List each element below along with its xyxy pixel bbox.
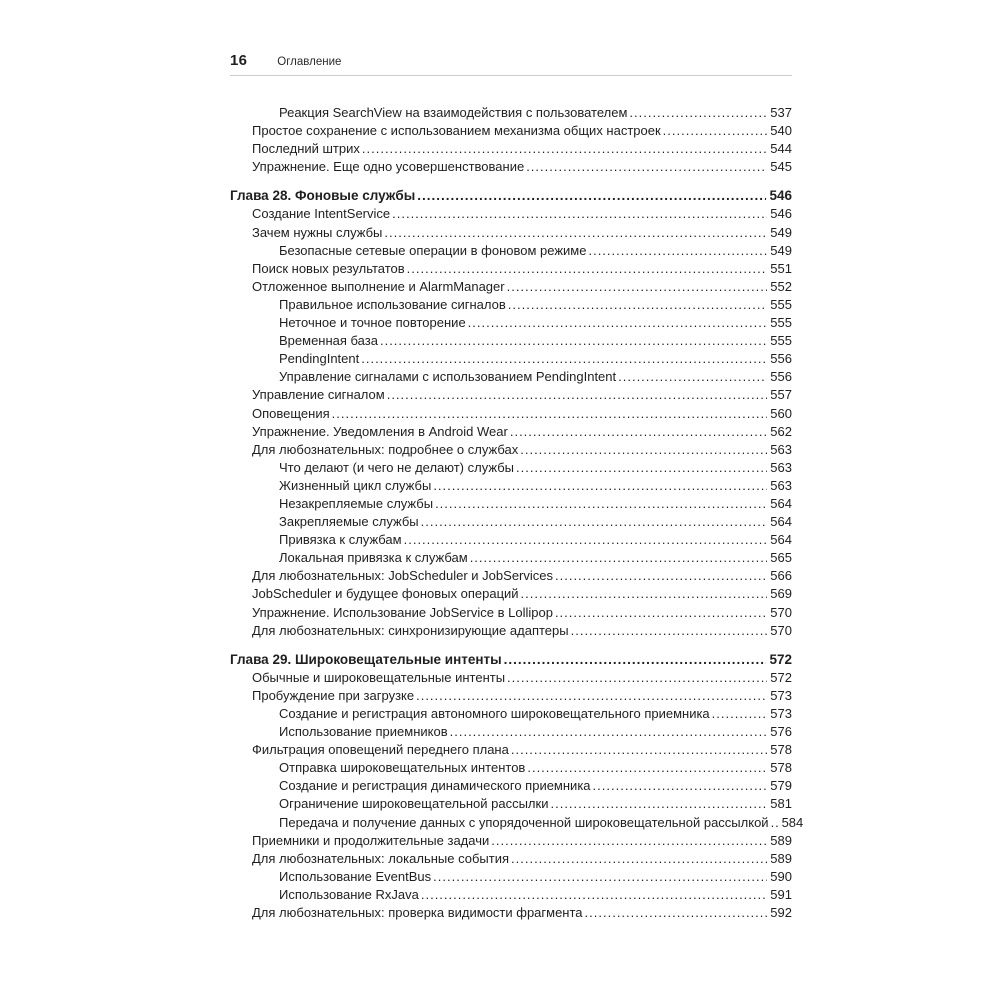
toc-entry-page: 578 bbox=[770, 742, 792, 758]
toc-entry-page: 591 bbox=[770, 886, 792, 902]
toc-entry bbox=[230, 777, 792, 795]
toc-entry-page: 563 bbox=[770, 477, 792, 493]
toc-entry bbox=[230, 296, 792, 314]
toc-entry bbox=[230, 459, 792, 477]
toc-entry-label: PendingIntent bbox=[279, 351, 360, 367]
toc-entry-label: Правильное использование сигналов bbox=[279, 296, 506, 312]
toc-entry bbox=[230, 205, 792, 223]
dot-leader bbox=[526, 158, 767, 176]
dot-leader bbox=[550, 795, 767, 813]
toc-entry-label: Использование приемников bbox=[279, 724, 448, 740]
toc-entry-page: 584 bbox=[781, 814, 804, 830]
toc-entry-label: Глава 28. Фоновые службы bbox=[230, 188, 416, 204]
toc-entry bbox=[230, 260, 792, 278]
toc-entry-label: Создание и регистрация динамического приемника bbox=[279, 778, 591, 794]
toc-entry bbox=[230, 332, 792, 350]
toc-entry-label: Для любознательных: подробнее о службах bbox=[252, 441, 519, 457]
toc-entry-page: 573 bbox=[770, 706, 792, 721]
toc-entry-label: Фильтрация оповещений переднего плана bbox=[252, 742, 509, 758]
dot-leader bbox=[507, 278, 768, 296]
toc-entry-page: 560 bbox=[770, 405, 792, 421]
toc-entry-label: Что делают (и чего не делают) службы bbox=[279, 459, 514, 475]
dot-leader bbox=[417, 187, 766, 205]
toc-entry-page: 572 bbox=[770, 669, 792, 685]
dot-leader bbox=[387, 386, 768, 404]
toc-entry bbox=[230, 104, 792, 122]
toc-entry-page: 552 bbox=[770, 278, 792, 294]
dot-leader bbox=[771, 814, 779, 832]
toc-entry-label: Обычные и широковещательные интенты bbox=[252, 669, 506, 685]
dot-leader bbox=[618, 368, 767, 386]
toc-entry-page: 565 bbox=[770, 550, 792, 566]
toc-entry-label: Отложенное выполнение и AlarmManager bbox=[252, 278, 505, 294]
toc-entry-page: 555 bbox=[770, 296, 792, 312]
toc-entry-page: 578 bbox=[770, 760, 792, 776]
toc-entry-page: 556 bbox=[770, 369, 792, 385]
dot-leader bbox=[507, 669, 767, 687]
toc-entry bbox=[230, 278, 792, 296]
dot-leader bbox=[593, 777, 768, 795]
toc-entry bbox=[230, 723, 792, 741]
dot-leader bbox=[555, 604, 767, 622]
toc-entry-page: 564 bbox=[770, 532, 792, 548]
toc-entry-label: Упражнение. Еще одно усовершенствование bbox=[252, 159, 525, 175]
toc-entry bbox=[230, 904, 792, 922]
toc-entry-label: Для любознательных: JobScheduler и JobServices bbox=[252, 568, 553, 584]
toc-entry bbox=[230, 850, 792, 868]
dot-leader bbox=[491, 832, 767, 850]
dot-leader bbox=[510, 423, 767, 441]
toc-entry-label: Пробуждение при загрузке bbox=[252, 687, 415, 703]
toc-chapter-entry bbox=[230, 651, 792, 669]
toc-entry-page: 545 bbox=[770, 159, 792, 175]
toc-entry bbox=[230, 386, 792, 404]
toc-entry-page: 563 bbox=[770, 441, 792, 457]
dot-leader bbox=[571, 622, 768, 640]
dot-leader bbox=[433, 477, 767, 495]
toc-entry bbox=[230, 759, 792, 777]
dot-leader bbox=[511, 741, 767, 759]
dot-leader bbox=[380, 332, 767, 350]
toc-entry-page: 563 bbox=[770, 459, 792, 475]
toc-entry-label: Создание IntentService bbox=[252, 206, 391, 222]
dot-leader bbox=[516, 459, 767, 477]
dot-leader bbox=[555, 567, 767, 585]
toc-entry-label: Ограничение широковещательной рассылки bbox=[279, 796, 549, 812]
dot-leader bbox=[384, 224, 767, 242]
toc-entry-page: 570 bbox=[770, 622, 792, 638]
toc-entry-label: Отправка широковещательных интентов bbox=[279, 760, 526, 776]
toc-entry-label: Использование RxJava bbox=[279, 886, 419, 902]
toc-entry-page: 540 bbox=[770, 123, 792, 139]
dot-leader bbox=[588, 242, 767, 260]
toc-entry-page: 546 bbox=[770, 206, 792, 222]
toc-entry-page: 589 bbox=[770, 850, 792, 866]
dot-leader bbox=[468, 314, 768, 332]
dot-leader bbox=[433, 868, 767, 886]
toc-chapter-entry bbox=[230, 187, 792, 205]
dot-leader bbox=[520, 441, 767, 459]
toc-entry bbox=[230, 513, 792, 531]
toc-entry-label: Упражнение. Уведомления в Android Wear bbox=[252, 423, 508, 439]
toc-entry-label: Для любознательных: синхронизирующие адаптеры bbox=[252, 622, 569, 638]
toc-entry bbox=[230, 622, 792, 640]
toc-entry bbox=[230, 741, 792, 759]
toc-entry-label: Реакция SearchView на взаимодействия с пользователем bbox=[279, 105, 628, 120]
toc-entry-label: Упражнение. Использование JobService в Lollipop bbox=[252, 604, 553, 620]
toc-entry-label: Последний штрих bbox=[252, 141, 360, 157]
page-content bbox=[230, 52, 804, 922]
toc-list bbox=[230, 104, 804, 922]
toc-entry-label: Использование EventBus bbox=[279, 868, 432, 884]
dot-leader bbox=[421, 886, 767, 904]
toc-entry-label: Простое сохранение с использованием механизма общих настроек bbox=[252, 123, 661, 139]
dot-leader bbox=[629, 104, 767, 122]
dot-leader bbox=[585, 904, 768, 922]
toc-entry-page: 551 bbox=[770, 260, 792, 276]
toc-entry-page: 555 bbox=[770, 315, 792, 331]
toc-entry-page: 564 bbox=[770, 495, 792, 511]
toc-entry-label: Временная база bbox=[279, 333, 378, 349]
dot-leader bbox=[362, 140, 767, 158]
toc-entry bbox=[230, 585, 792, 603]
dot-leader bbox=[504, 651, 767, 669]
toc-entry-label: Зачем нужны службы bbox=[252, 224, 383, 240]
toc-entry-page: 562 bbox=[770, 423, 792, 439]
toc-entry bbox=[230, 687, 792, 705]
dot-leader bbox=[435, 495, 767, 513]
toc-entry-page: 592 bbox=[770, 905, 792, 921]
dot-leader bbox=[511, 850, 767, 868]
toc-entry-label: Локальная привязка к службам bbox=[279, 550, 468, 566]
toc-entry-label: Поиск новых результатов bbox=[252, 260, 405, 276]
toc-entry-page: 564 bbox=[770, 514, 792, 530]
toc-entry-label: Неточное и точное повторение bbox=[279, 315, 466, 331]
running-header bbox=[230, 52, 792, 76]
toc-entry bbox=[230, 868, 792, 886]
dot-leader bbox=[450, 723, 768, 741]
toc-entry bbox=[230, 314, 792, 332]
toc-entry-label: Безопасные сетевые операции в фоновом режиме bbox=[279, 242, 587, 258]
dot-leader bbox=[712, 705, 768, 723]
header-title: Оглавление bbox=[277, 56, 342, 68]
toc-entry bbox=[230, 495, 792, 513]
toc-entry-page: 555 bbox=[770, 333, 792, 349]
toc-entry bbox=[230, 567, 792, 585]
toc-entry-label: Создание и регистрация автономного широковещательного приемника bbox=[279, 706, 710, 721]
dot-leader bbox=[527, 759, 767, 777]
toc-entry bbox=[230, 158, 792, 176]
toc-entry-page: 573 bbox=[770, 687, 792, 703]
dot-leader bbox=[470, 549, 768, 567]
toc-entry-page: 579 bbox=[770, 778, 792, 794]
toc-entry bbox=[230, 477, 792, 495]
toc-entry bbox=[230, 705, 792, 723]
toc-entry-page: 549 bbox=[770, 224, 792, 240]
toc-entry-page: 581 bbox=[770, 796, 792, 812]
toc-entry-page: 590 bbox=[770, 868, 792, 884]
toc-entry bbox=[230, 350, 792, 368]
toc-entry bbox=[230, 669, 792, 687]
dot-leader bbox=[521, 585, 768, 603]
toc-entry bbox=[230, 224, 792, 242]
toc-entry-page: 556 bbox=[770, 351, 792, 367]
toc-entry bbox=[230, 604, 792, 622]
toc-entry-label: Для любознательных: проверка видимости фрагмента bbox=[252, 905, 583, 921]
toc-entry bbox=[230, 549, 792, 567]
toc-entry-page: 537 bbox=[770, 105, 792, 120]
dot-leader bbox=[416, 687, 767, 705]
toc-entry bbox=[230, 405, 792, 423]
toc-entry-label: Управление сигналами с использованием PendingIntent bbox=[279, 369, 617, 385]
toc-entry bbox=[230, 832, 792, 850]
toc-entry-label: Привязка к службам bbox=[279, 532, 402, 548]
dot-leader bbox=[404, 531, 768, 549]
toc-entry bbox=[230, 795, 792, 813]
toc-entry-page: 544 bbox=[770, 141, 792, 157]
toc-entry-page: 576 bbox=[770, 724, 792, 740]
toc-entry-label: Управление сигналом bbox=[252, 387, 385, 403]
toc-entry bbox=[230, 368, 792, 386]
toc-entry bbox=[230, 531, 792, 549]
toc-entry-label: Глава 29. Широковещательные интенты bbox=[230, 651, 502, 667]
toc-entry-page: 589 bbox=[770, 832, 792, 848]
toc-entry-label: Для любознательных: локальные события bbox=[252, 850, 510, 866]
dot-leader bbox=[508, 296, 768, 314]
toc-entry-page: 570 bbox=[770, 604, 792, 620]
toc-entry-label: Незакрепляемые службы bbox=[279, 495, 434, 511]
toc-entry bbox=[230, 886, 792, 904]
toc-entry-page: 566 bbox=[770, 568, 792, 584]
toc-entry-page: 572 bbox=[769, 651, 792, 667]
toc-entry-label: JobScheduler и будущее фоновых операций bbox=[252, 586, 519, 602]
dot-leader bbox=[407, 260, 768, 278]
toc-entry-page: 549 bbox=[770, 242, 792, 258]
dot-leader bbox=[392, 205, 767, 223]
dot-leader bbox=[361, 350, 767, 368]
toc-entry-page: 557 bbox=[770, 387, 792, 403]
dot-leader bbox=[421, 513, 768, 531]
toc-entry bbox=[230, 242, 792, 260]
dot-leader bbox=[332, 405, 768, 423]
dot-leader bbox=[663, 122, 768, 140]
toc-entry bbox=[230, 423, 792, 441]
toc-entry-label: Приемники и продолжительные задачи bbox=[252, 832, 490, 848]
toc-entry-page: 569 bbox=[770, 586, 792, 602]
page-number: 16 bbox=[230, 52, 248, 69]
toc-entry-page: 546 bbox=[769, 188, 792, 204]
toc-entry bbox=[230, 814, 804, 832]
toc-entry bbox=[230, 441, 792, 459]
toc-entry-label: Жизненный цикл службы bbox=[279, 477, 432, 493]
toc-entry-label: Оповещения bbox=[252, 405, 330, 421]
toc-entry bbox=[230, 140, 792, 158]
toc-entry-label: Передача и получение данных с упорядоченной широковещательной рассылкой bbox=[279, 814, 769, 830]
toc-entry-label: Закрепляемые службы bbox=[279, 514, 419, 530]
toc-entry bbox=[230, 122, 792, 140]
